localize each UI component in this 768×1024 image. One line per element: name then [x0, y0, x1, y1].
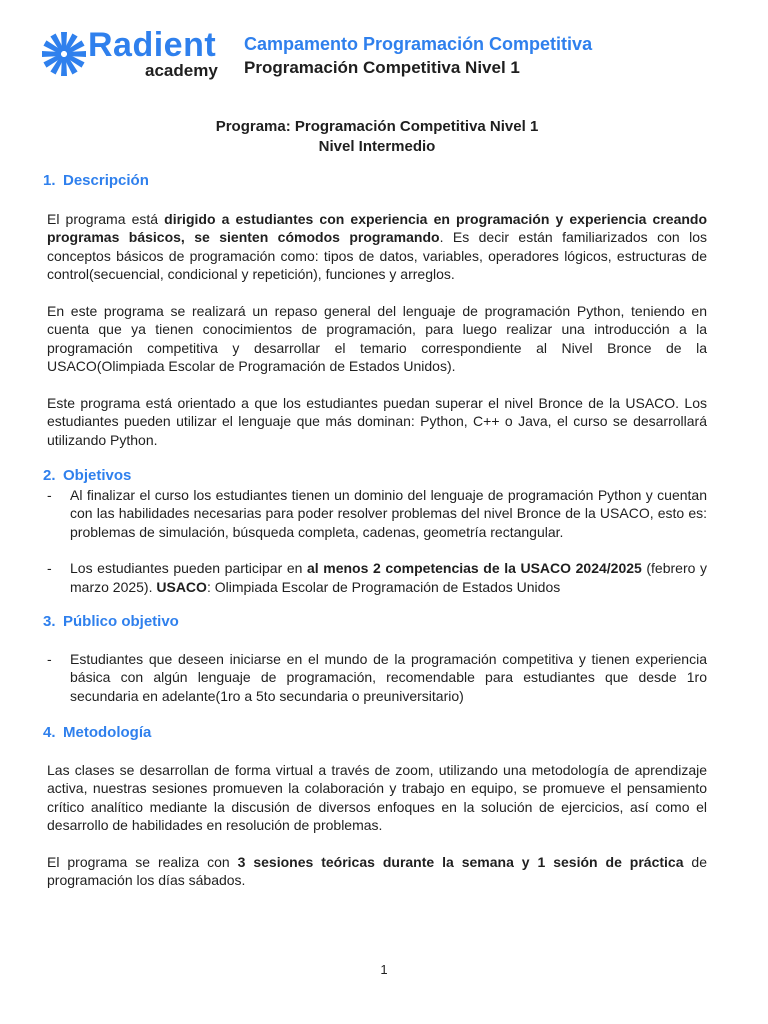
section-number: 4.: [43, 724, 56, 741]
section-heading-descripcion: [43, 172, 707, 191]
section-number: 3.: [43, 613, 56, 630]
bullet-marker: -: [47, 486, 52, 503]
document-title: [47, 117, 707, 157]
radient-academy-logo: [40, 26, 240, 86]
section-heading-objetivos: [43, 467, 707, 486]
text-run: El programa se realiza con: [47, 853, 238, 870]
section-heading-publico-objetivo: [43, 613, 707, 632]
starburst-logo-icon: [40, 30, 88, 78]
section-title: Público objetivo: [63, 613, 179, 630]
metodologia-paragraph-1: Las clases se desarrollan de forma virtual a través de zoom, utilizando una metodología de aprendizaje activa, nuestras sesiones promueven la colaboración y trabajo en equipo, se promueve el pensamiento crítico analítico mediante la discusión de diversos enfoques en la solución de ejercicios, así como el desarrollo de habilidades en resolución de problemas.: [47, 761, 707, 833]
text-run: (febrero y marzo 2025).: [70, 560, 707, 595]
section-number: 1.: [43, 172, 56, 189]
text-run: Los estudiantes pueden participar en: [70, 560, 307, 576]
bullet-text: [70, 559, 707, 596]
descripcion-paragraph-2: En este programa se realizará un repaso general del lenguaje de programación Python, teniendo en cuenta que ya tienen conocimientos de programación, para luego realizar una introducción a la programación competitiva y desarrollar el temario correspondiente al Nivel Bronce de la USACO(Olimpiada Escolar de Programación de Estados Unidos).: [47, 302, 707, 374]
metodologia-paragraph-2: [47, 853, 707, 890]
text-run: de programación los días sábados.: [47, 853, 708, 888]
section-title: Descripción: [63, 172, 149, 189]
bold-text-run: 3 sesiones teóricas durante la semana y 1 sesión de práctica: [237, 853, 684, 870]
document-body: [43, 117, 708, 890]
document-title-line1: Programa: Programación Competitiva Nivel 1: [215, 118, 539, 135]
publico-item-1: [47, 650, 707, 706]
bold-text-run: USACO: [156, 578, 207, 595]
logo-subtext: academy: [145, 61, 218, 80]
document-title-line2: Nivel Intermedio: [318, 138, 436, 155]
bold-text-run: dirigido a estudiantes con experiencia en programación y experiencia creando programas básicos, se sienten cómodos programando: [47, 210, 708, 245]
text-run: El programa está: [47, 210, 165, 227]
descripcion-paragraph-3: Este programa está orientado a que los estudiantes puedan superar el nivel Bronce de la USACO. Los estudiantes pueden utilizar el lenguaje que más dominan: Python, C++ o Java, el curso se desarrollará utilizando Python.: [47, 394, 707, 448]
text-run: . Es decir están familiarizados con los conceptos básicos de programación como: tipos de datos, variables, operadores lógicos, estructuras de control(secuencial, condicional y repetición), funciones y arreglos.: [47, 229, 707, 282]
section-title: Objetivos: [63, 467, 132, 484]
header-subtitle: Programación Competitiva Nivel 1: [244, 58, 520, 77]
descripcion-paragraph-1: [47, 210, 707, 284]
logo-wordmark: Radient: [88, 26, 217, 64]
section-heading-metodologia: [43, 724, 707, 743]
bullet-text: Estudiantes que deseen iniciarse en el mundo de la programación competitiva y tienen experiencia básica con algún lenguaje de programación, recomendable para estudiantes que desde 1ro secundaria en adelante(1ro a 5to secundaria o preuniversitario): [70, 650, 707, 704]
section-title: Metodología: [63, 724, 152, 741]
bullet-text: Al finalizar el curso los estudiantes tienen un dominio del lenguaje de programación Python y cuentan con las habilidades necesarias para poder resolver problemas del nivel Bronce de la USACO, esto es: problemas de simulación, búsqueda completa, cadenas, geometría rectangular.: [70, 486, 707, 540]
document-header: [40, 26, 740, 86]
bold-text-run: al menos 2 competencias de la USACO 2024/2025: [306, 560, 642, 576]
text-run: : Olimpiada Escolar de Programación de Estados Unidos: [206, 578, 561, 595]
bullet-marker: -: [47, 560, 52, 576]
page-number: 1: [380, 962, 388, 977]
section-number: 2.: [43, 467, 56, 484]
objetivos-item-2: [47, 559, 707, 596]
objetivos-item-1: [47, 486, 707, 542]
header-title: Campamento Programación Competitiva: [244, 34, 593, 54]
bullet-marker: -: [47, 650, 52, 667]
